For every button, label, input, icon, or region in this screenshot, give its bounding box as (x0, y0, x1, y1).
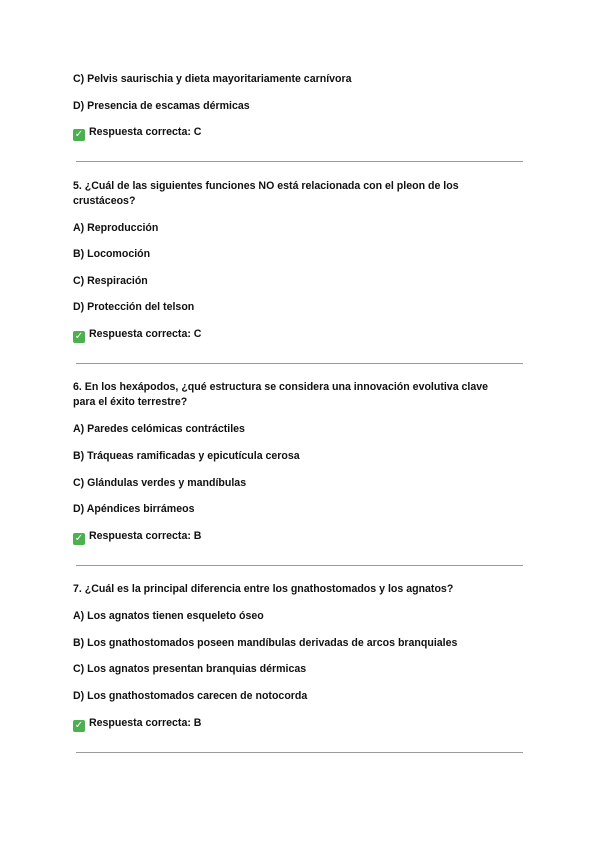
q6-option-c: C) Glándulas verdes y mandíbulas (73, 477, 247, 489)
q5-question: 5. ¿Cuál de las siguientes funciones NO está relacionada con el pleon de los crustáceos? (73, 180, 459, 207)
q6-option-b: B) Tráqueas ramificadas y epicutícula cerosa (73, 450, 300, 462)
q6-option-a: A) Paredes celómicas contráctiles (73, 423, 245, 435)
divider (76, 565, 523, 566)
check-mark-icon: ✓ (74, 720, 84, 731)
q5-option-a: A) Reproducción (73, 222, 159, 234)
check-mark-icon: ✓ (74, 331, 84, 342)
divider (76, 752, 523, 753)
q6-answer: Respuesta correcta: B (89, 530, 202, 542)
q7-option-d: D) Los gnathostomados carecen de notocorda (73, 690, 308, 702)
q7-answer: Respuesta correcta: B (89, 717, 202, 729)
check-mark-icon: ✓ (74, 533, 84, 544)
q4-answer: Respuesta correcta: C (89, 126, 202, 138)
q5-option-b: B) Locomoción (73, 248, 151, 260)
q7-question: 7. ¿Cuál es la principal diferencia entre los gnathostomados y los agnatos? (73, 583, 454, 595)
q6-option-d: D) Apéndices birrámeos (73, 503, 195, 515)
q5-answer: Respuesta correcta: C (89, 328, 202, 340)
q6-answer-line (73, 529, 201, 545)
q4-answer-line (73, 125, 201, 141)
check-mark-icon: ✓ (74, 129, 84, 140)
q7-option-c: C) Los agnatos presentan branquias dérmicas (73, 663, 307, 675)
divider (76, 363, 523, 364)
q4-option-d: D) Presencia de escamas dérmicas (73, 100, 250, 112)
q7-option-a: A) Los agnatos tienen esqueleto óseo (73, 610, 264, 622)
q4-option-c: C) Pelvis saurischia y dieta mayoritariamente carnívora (73, 73, 352, 85)
q5-option-c: C) Respiración (73, 275, 148, 287)
q7-option-b: B) Los gnathostomados poseen mandíbulas derivadas de arcos branquiales (73, 637, 458, 649)
q7-answer-line (73, 716, 201, 732)
divider (76, 161, 523, 162)
q5-answer-line (73, 327, 201, 343)
q6-question: 6. En los hexápodos, ¿qué estructura se considera una innovación evolutiva clave para el éxito terrestre? (73, 381, 489, 408)
q5-option-d: D) Protección del telson (73, 301, 195, 313)
